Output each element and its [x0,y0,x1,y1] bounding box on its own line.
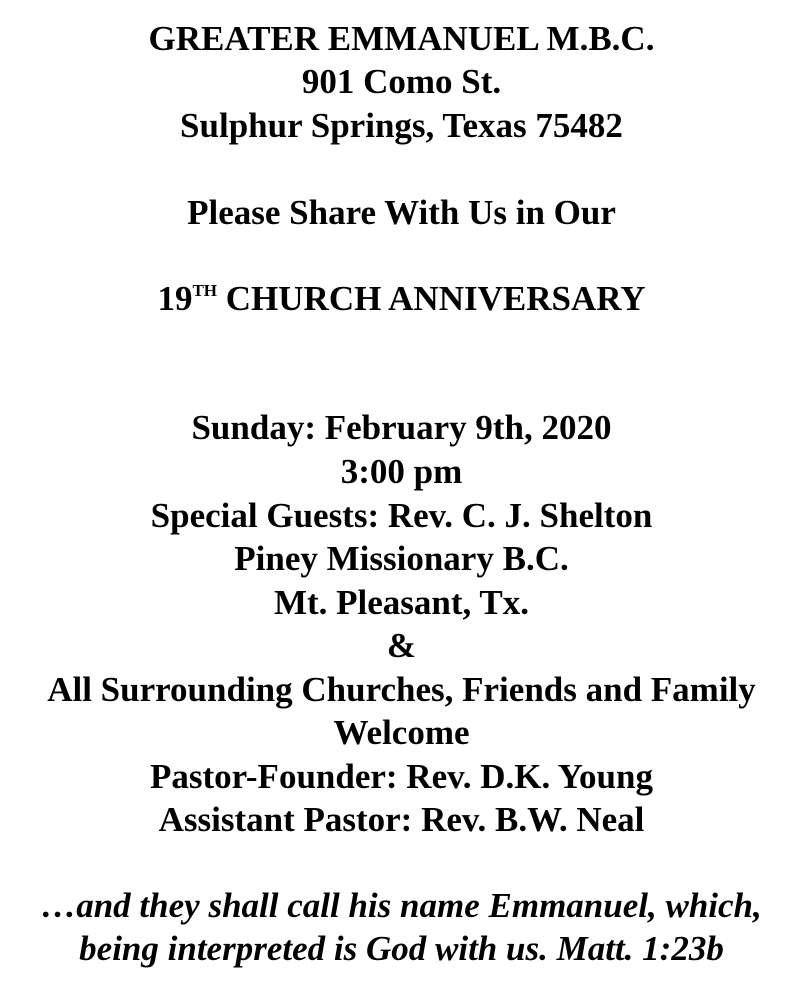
guest-church: Piney Missionary B.C. [234,539,569,578]
all-surrounding-line: All Surrounding Churches, Friends and Family [47,670,756,709]
ampersand: & [386,626,417,665]
welcome-line: Welcome [333,713,470,752]
event-date: Sunday: February 9th, 2020 [191,408,612,447]
pastor-founder: Pastor-Founder: Rev. D.K. Young [150,757,653,796]
scripture-line-2: being interpreted is God with us. Matt. 1:23b [79,929,724,968]
anniversary-heading [0,277,803,320]
anniversary-title: CHURCH ANNIVERSARY [225,279,646,318]
church-city-state-zip: Sulphur Springs, Texas 75482 [180,106,623,145]
scripture-line-1: …and they shall call his name Emmanuel, which, [41,886,762,925]
guest-city: Mt. Pleasant, Tx. [273,583,530,622]
invitation-line: Please Share With Us in Our [187,193,616,232]
church-street: 901 Como St. [301,62,502,101]
church-name: GREATER EMMANUEL M.B.C. [148,19,655,58]
event-time: 3:00 pm [340,452,463,491]
anniversary-ordinal-suffix: TH [192,281,218,300]
anniversary-number: 19 [157,279,193,318]
special-guests: Special Guests: Rev. C. J. Shelton [150,496,653,535]
assistant-pastor: Assistant Pastor: Rev. B.W. Neal [158,800,645,839]
